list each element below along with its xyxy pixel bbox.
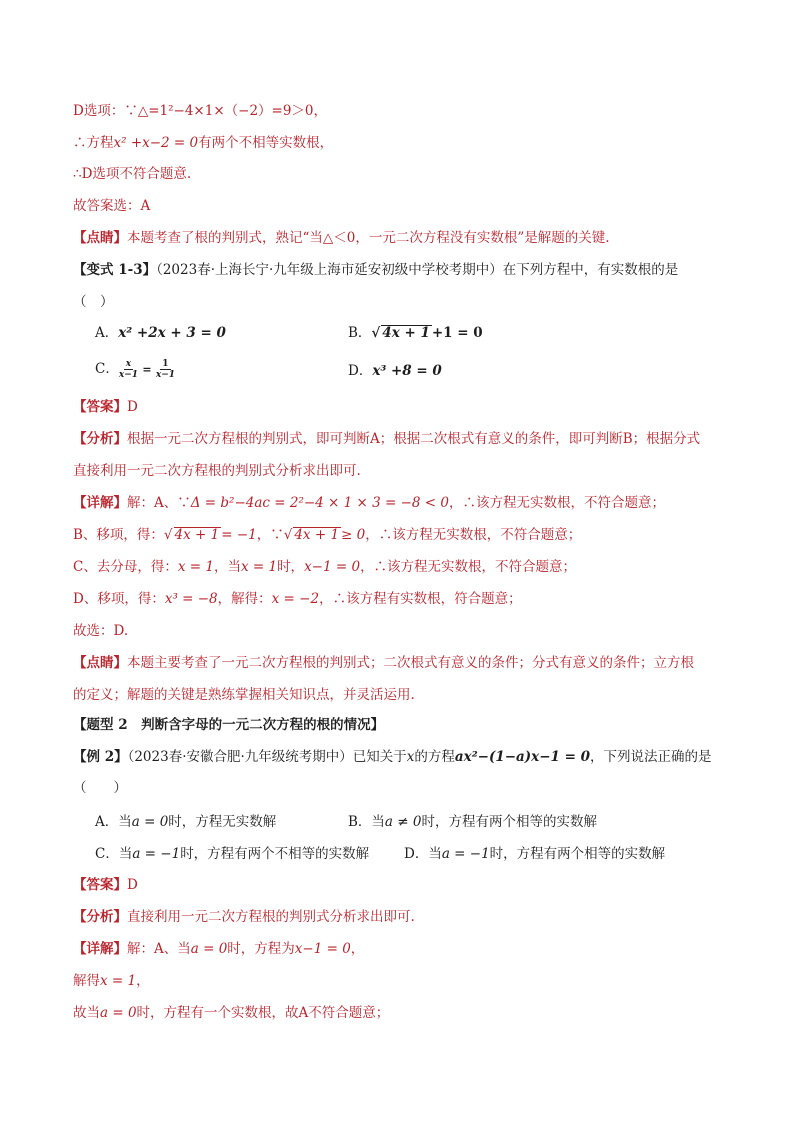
detail-line: 故选：D. bbox=[73, 623, 129, 639]
answer-line: 【答案】D bbox=[73, 877, 138, 893]
option-a: A．当a = 0时，方程无实数解 bbox=[95, 814, 277, 830]
option-d: D．当a = −1时，方程有两个相等的实数解 bbox=[404, 846, 666, 862]
question-line: （ ） bbox=[73, 780, 127, 796]
detail-line: 【详解】解：A、∵Δ = b²−4ac = 2²−4 × 1 × 3 = −8 < 0，∴该方程无实数根，不符合题意； bbox=[73, 495, 665, 511]
option-c: C． $\frac{x}{x-1}$ = $\frac{1}{x-1}$ bbox=[95, 359, 175, 380]
question-line: 【变式 1-3】（2023春·上海长宁·九年级上海市延安初级中学校考期中）在下列方程中，有实数根的是 bbox=[73, 262, 679, 278]
text-line: 故答案选：A bbox=[73, 198, 151, 214]
comment-line: 的定义；解题的关键是熟练掌握相关知识点，并灵活运用. bbox=[73, 687, 415, 703]
option-c: C．当a = −1时，方程有两个不相等的实数解 bbox=[95, 846, 370, 862]
question-line: （ ） bbox=[73, 294, 114, 310]
option-b: B．当a ≠ 0时，方程有两个相等的实数解 bbox=[348, 814, 597, 830]
analysis-line: 【分析】根据一元二次方程根的判别式，即可判断A；根据二次根式有意义的条件，即可判断B；根据分式 bbox=[73, 431, 701, 447]
detail-line: 【详解】解：A、当a = 0时，方程为x−1 = 0， bbox=[73, 941, 365, 957]
comment-line: 【点睛】本题考查了根的判别式，熟记“当△＜0，一元二次方程没有实数根”是解题的关键. bbox=[73, 230, 610, 246]
option-d: D．x³ +8 = 0 bbox=[348, 363, 442, 379]
text-line: ∴方程x² +x−2 = 0有两个不相等实数根， bbox=[73, 135, 334, 151]
text-line: D选项：∵△=1²−4×1×（−2）=9＞0， bbox=[73, 103, 328, 119]
option-b: B．√ 4x + 1 +1 = 0 bbox=[348, 325, 483, 341]
detail-line: D、移项，得：x³ = −8，解得：x = −2，∴该方程有实数根，符合题意； bbox=[73, 591, 522, 607]
detail-line: 故当a = 0时，方程有一个实数根，故A不符合题意； bbox=[73, 1005, 390, 1021]
detail-line: 解得x = 1， bbox=[73, 973, 150, 989]
answer-line: 【答案】D bbox=[73, 399, 138, 415]
detail-line: C、去分母，得：x = 1，当x = 1时，x−1 = 0，∴该方程无实数根，不符合题意； bbox=[73, 559, 577, 575]
analysis-line: 【分析】直接利用一元二次方程根的判别式分析求出即可. bbox=[73, 909, 415, 925]
text-line: ∴D选项不符合题意. bbox=[73, 166, 192, 182]
comment-line: 【点睛】本题主要考查了一元二次方程根的判别式；二次根式有意义的条件；分式有意义的条件；立方根 bbox=[73, 655, 694, 671]
section-heading: 【题型 2 判断含字母的一元二次方程的根的情况】 bbox=[73, 717, 385, 733]
option-a: A．x² +2x + 3 = 0 bbox=[95, 325, 226, 341]
analysis-line: 直接利用一元二次方程根的判别式分析求出即可. bbox=[73, 463, 361, 479]
question-line: 【例 2】（2023春·安徽合肥·九年级统考期中）已知关于x的方程ax²−(1−a)x−1 = 0，下列说法正确的是 bbox=[73, 749, 712, 765]
detail-line: B、移项，得：√ 4x + 1 = −1，∵√ 4x + 1 ≥ 0，∴该方程无实数根，不符合题意； bbox=[73, 527, 582, 543]
